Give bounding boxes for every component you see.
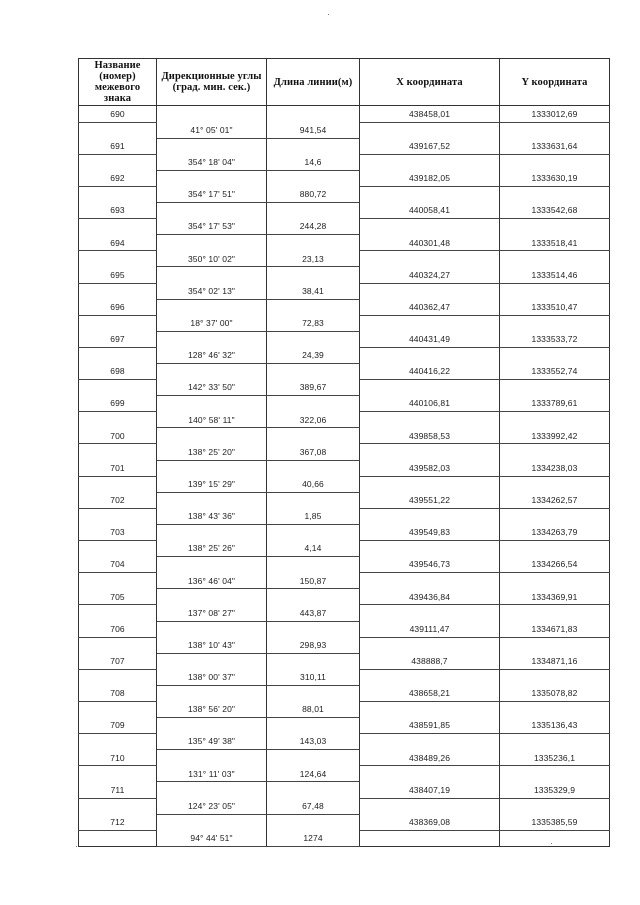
line-length-value: 389,67 — [267, 380, 360, 396]
y-coordinate-value: 1335329,9 — [500, 782, 610, 798]
direction-angle-value: 138° 00' 37" — [157, 669, 267, 685]
x-coordinate-value: 439582,03 — [360, 460, 500, 476]
table-row — [79, 460, 610, 476]
direction-angle-value: 354° 18' 04" — [157, 154, 267, 170]
empty-cell — [500, 798, 610, 814]
direction-angle-value: 124° 23' 05" — [157, 798, 267, 814]
line-length-value: 880,72 — [267, 186, 360, 202]
mark-name: 693 — [79, 203, 157, 219]
table-row — [79, 315, 610, 331]
line-length-value: 941,54 — [267, 122, 360, 138]
x-coordinate-value: 439182,05 — [360, 170, 500, 186]
mark-name: 707 — [79, 653, 157, 669]
x-coordinate-value: 440324,27 — [360, 267, 500, 283]
direction-angle-value: 142° 33' 50" — [157, 380, 267, 396]
empty-cell — [500, 186, 610, 202]
empty-cell — [267, 557, 360, 573]
empty-cell — [79, 637, 157, 653]
x-coordinate-value: 438658,21 — [360, 685, 500, 701]
y-coordinate-value: 1334369,91 — [500, 589, 610, 605]
empty-cell — [360, 541, 500, 557]
table-row — [79, 251, 610, 267]
empty-cell — [267, 331, 360, 347]
empty-cell — [360, 605, 500, 621]
empty-cell — [267, 203, 360, 219]
empty-cell — [267, 267, 360, 283]
y-coordinate-value: 1334671,83 — [500, 621, 610, 637]
table-row — [79, 331, 610, 347]
x-coordinate-value: 440301,48 — [360, 235, 500, 251]
empty-cell — [267, 782, 360, 798]
mark-name: 710 — [79, 750, 157, 766]
empty-cell — [360, 701, 500, 717]
empty-cell — [79, 734, 157, 750]
empty-cell — [157, 814, 267, 830]
table-row — [79, 380, 610, 396]
empty-cell — [157, 524, 267, 540]
line-length-value: 322,06 — [267, 412, 360, 428]
y-coordinate-value: 1334871,16 — [500, 653, 610, 669]
mark-name: 712 — [79, 814, 157, 830]
empty-cell — [79, 798, 157, 814]
table-row — [79, 685, 610, 701]
empty-cell — [500, 573, 610, 589]
empty-cell — [267, 428, 360, 444]
empty-cell — [157, 589, 267, 605]
empty-cell — [500, 637, 610, 653]
line-length-value: 24,39 — [267, 347, 360, 363]
empty-cell — [267, 814, 360, 830]
mark-name: 690 — [79, 106, 157, 123]
empty-cell — [157, 750, 267, 766]
mark-name: 692 — [79, 170, 157, 186]
empty-cell — [500, 701, 610, 717]
table-row — [79, 573, 610, 589]
table-row — [79, 718, 610, 734]
direction-angle-value: 138° 56' 20" — [157, 701, 267, 717]
empty-cell — [500, 766, 610, 782]
x-coordinate-value: 438888,7 — [360, 653, 500, 669]
x-coordinate-value: 439858,53 — [360, 428, 500, 444]
empty-cell — [79, 412, 157, 428]
boundary-coordinates-table — [78, 58, 610, 847]
empty-cell — [267, 492, 360, 508]
y-coordinate-value: 1335385,59 — [500, 814, 610, 830]
line-length-value: 23,13 — [267, 251, 360, 267]
empty-cell — [157, 557, 267, 573]
y-coordinate-value: 1333789,61 — [500, 396, 610, 412]
x-coordinate-value: 438407,19 — [360, 782, 500, 798]
direction-angle-value: 128° 46' 32" — [157, 347, 267, 363]
table-row — [79, 782, 610, 798]
empty-cell — [267, 396, 360, 412]
empty-cell — [360, 669, 500, 685]
empty-cell — [360, 476, 500, 492]
y-coordinate-value: 1333630,19 — [500, 170, 610, 186]
empty-cell — [79, 251, 157, 267]
header-x-coordinate: X координата — [360, 59, 500, 106]
header-y-coordinate: Y координата — [500, 59, 610, 106]
empty-cell — [157, 364, 267, 380]
empty-cell — [267, 750, 360, 766]
direction-angle-value: 138° 25' 26" — [157, 541, 267, 557]
line-length-value: 150,87 — [267, 573, 360, 589]
line-length-value: 310,11 — [267, 669, 360, 685]
empty-cell — [79, 541, 157, 557]
table-row — [79, 766, 610, 782]
table-row — [79, 267, 610, 283]
mark-name: 694 — [79, 235, 157, 251]
x-coordinate-value: 438458,01 — [360, 106, 500, 123]
mark-name: 696 — [79, 299, 157, 315]
empty-cell — [267, 299, 360, 315]
table-row — [79, 541, 610, 557]
table-row — [79, 347, 610, 363]
empty-cell — [360, 508, 500, 524]
table-row — [79, 444, 610, 460]
mark-name: 691 — [79, 138, 157, 154]
line-length-value: 367,08 — [267, 444, 360, 460]
mark-name: 698 — [79, 364, 157, 380]
x-coordinate-value: 440106,81 — [360, 396, 500, 412]
empty-cell — [267, 589, 360, 605]
line-length-value: 124,64 — [267, 766, 360, 782]
empty-cell — [267, 364, 360, 380]
y-coordinate-value: 1334262,57 — [500, 492, 610, 508]
mark-name: 706 — [79, 621, 157, 637]
empty-cell — [360, 573, 500, 589]
empty-cell — [267, 685, 360, 701]
table-row — [79, 653, 610, 669]
table-row — [79, 637, 610, 653]
empty-cell — [360, 380, 500, 396]
mark-name: 709 — [79, 718, 157, 734]
empty-cell — [360, 412, 500, 428]
x-coordinate-value: 438489,26 — [360, 750, 500, 766]
empty-cell — [360, 283, 500, 299]
header-mark-name: Название (номер) межевого знака — [79, 59, 157, 106]
line-length-value: 14,6 — [267, 154, 360, 170]
empty-cell — [79, 444, 157, 460]
x-coordinate-value: 439436,84 — [360, 589, 500, 605]
empty-cell — [79, 154, 157, 170]
empty-cell — [360, 122, 500, 138]
empty-cell — [360, 315, 500, 331]
table-row — [79, 605, 610, 621]
empty-cell — [500, 283, 610, 299]
empty-cell — [360, 186, 500, 202]
empty-cell — [360, 219, 500, 235]
scan-speck — [76, 846, 77, 847]
table-row — [79, 428, 610, 444]
line-length-value: 40,66 — [267, 476, 360, 492]
empty-cell — [157, 138, 267, 154]
table-row — [79, 830, 610, 847]
table-row — [79, 524, 610, 540]
line-length-value: 1,85 — [267, 508, 360, 524]
empty-cell — [157, 685, 267, 701]
y-coordinate-value: 1335136,43 — [500, 718, 610, 734]
empty-cell — [500, 734, 610, 750]
mark-name: 708 — [79, 685, 157, 701]
line-length-value: 443,87 — [267, 605, 360, 621]
mark-name: 699 — [79, 396, 157, 412]
empty-cell — [360, 251, 500, 267]
x-coordinate-value: 439549,83 — [360, 524, 500, 540]
empty-cell — [157, 396, 267, 412]
empty-cell — [79, 701, 157, 717]
line-length-value: 244,28 — [267, 219, 360, 235]
empty-cell — [79, 219, 157, 235]
scan-speck — [551, 843, 552, 844]
y-coordinate-value: 1333514,46 — [500, 267, 610, 283]
empty-cell — [360, 798, 500, 814]
line-length-value: 143,03 — [267, 734, 360, 750]
table-row — [79, 170, 610, 186]
empty-cell — [500, 315, 610, 331]
direction-angle-value: 41° 05' 01" — [157, 122, 267, 138]
table-row — [79, 412, 610, 428]
direction-angle-value: 137° 08' 27" — [157, 605, 267, 621]
mark-name: 704 — [79, 557, 157, 573]
empty-cell — [79, 766, 157, 782]
direction-angle-value: 138° 43' 36" — [157, 508, 267, 524]
line-length-value: 4,14 — [267, 541, 360, 557]
empty-cell — [79, 380, 157, 396]
empty-cell — [500, 541, 610, 557]
empty-cell — [157, 170, 267, 186]
direction-angle-value: 131° 11' 03" — [157, 766, 267, 782]
table-row — [79, 589, 610, 605]
mark-name: 700 — [79, 428, 157, 444]
table-row — [79, 138, 610, 154]
y-coordinate-value: 1334263,79 — [500, 524, 610, 540]
table-row — [79, 557, 610, 573]
x-coordinate-value: 439111,47 — [360, 621, 500, 637]
mark-name: 711 — [79, 782, 157, 798]
table-row — [79, 299, 610, 315]
line-length-value: 72,83 — [267, 315, 360, 331]
empty-cell — [267, 718, 360, 734]
table-row — [79, 364, 610, 380]
y-coordinate-value: 1333533,72 — [500, 331, 610, 347]
empty-cell — [267, 653, 360, 669]
table-row — [79, 508, 610, 524]
line-length-value: 88,01 — [267, 701, 360, 717]
x-coordinate-value: 439167,52 — [360, 138, 500, 154]
empty-cell — [157, 718, 267, 734]
y-coordinate-value: 1333510,47 — [500, 299, 610, 315]
empty-cell — [157, 428, 267, 444]
header-direction-angle: Дирекционные углы (град. мин. сек.) — [157, 59, 267, 106]
y-coordinate-value: 1335078,82 — [500, 685, 610, 701]
header-line-length: Длина линии(м) — [267, 59, 360, 106]
x-coordinate-value: 440431,49 — [360, 331, 500, 347]
direction-angle-value: 140° 58' 11" — [157, 412, 267, 428]
table-row — [79, 734, 610, 750]
y-coordinate-value: 1333631,64 — [500, 138, 610, 154]
x-coordinate-value: 438591,85 — [360, 718, 500, 734]
empty-cell — [79, 283, 157, 299]
table-row — [79, 476, 610, 492]
mark-name: 701 — [79, 460, 157, 476]
empty-cell — [157, 782, 267, 798]
direction-angle-value: 135° 49' 38" — [157, 734, 267, 750]
empty-cell — [267, 235, 360, 251]
direction-angle-value: 136° 46' 04" — [157, 573, 267, 589]
y-coordinate-value: 1333518,41 — [500, 235, 610, 251]
coordinates-sheet — [78, 58, 609, 847]
direction-angle-value: 138° 10' 43" — [157, 637, 267, 653]
y-coordinate-value: 1333992,42 — [500, 428, 610, 444]
empty-cell — [79, 830, 157, 847]
empty-cell — [267, 524, 360, 540]
empty-cell — [267, 138, 360, 154]
empty-cell — [79, 508, 157, 524]
empty-cell — [500, 219, 610, 235]
direction-angle-value: 138° 25' 20" — [157, 444, 267, 460]
table-row — [79, 701, 610, 717]
y-coordinate-value: 1334238,03 — [500, 460, 610, 476]
x-coordinate-value: 440058,41 — [360, 203, 500, 219]
empty-cell — [500, 347, 610, 363]
empty-cell — [157, 653, 267, 669]
empty-cell — [500, 380, 610, 396]
direction-angle-value: 354° 17' 53" — [157, 219, 267, 235]
empty-cell — [79, 573, 157, 589]
empty-cell — [360, 734, 500, 750]
empty-cell — [360, 347, 500, 363]
empty-cell — [500, 122, 610, 138]
direction-angle-value: 354° 17' 51" — [157, 186, 267, 202]
empty-cell — [500, 412, 610, 428]
empty-cell — [360, 444, 500, 460]
table-row — [79, 814, 610, 830]
table-header-row — [79, 59, 610, 106]
x-coordinate-value: 438369,08 — [360, 814, 500, 830]
empty-cell — [500, 154, 610, 170]
table-row — [79, 669, 610, 685]
empty-cell — [157, 460, 267, 476]
direction-angle-value: 18° 37' 00" — [157, 315, 267, 331]
direction-angle-value: 350° 10' 02" — [157, 251, 267, 267]
table-row — [79, 283, 610, 299]
empty-cell — [500, 669, 610, 685]
empty-cell — [157, 203, 267, 219]
table-row — [79, 186, 610, 202]
table-row — [79, 396, 610, 412]
line-length-value: 298,93 — [267, 637, 360, 653]
direction-angle-value: 354° 02' 13" — [157, 283, 267, 299]
line-length-value: 67,48 — [267, 798, 360, 814]
mark-name: 695 — [79, 267, 157, 283]
scan-speck — [328, 14, 329, 15]
y-coordinate-value: 1333542,68 — [500, 203, 610, 219]
empty-cell — [157, 492, 267, 508]
empty-cell — [360, 830, 500, 847]
empty-cell — [360, 637, 500, 653]
x-coordinate-value: 440416,22 — [360, 364, 500, 380]
empty-cell — [267, 621, 360, 637]
empty-cell — [267, 460, 360, 476]
y-coordinate-value: 1335236,1 — [500, 750, 610, 766]
empty-cell — [500, 251, 610, 267]
empty-cell — [360, 766, 500, 782]
mark-name: 705 — [79, 589, 157, 605]
empty-cell — [500, 508, 610, 524]
direction-angle-value: 94° 44' 51" — [157, 830, 267, 847]
x-coordinate-value: 439551,22 — [360, 492, 500, 508]
line-length-value: 38,41 — [267, 283, 360, 299]
empty-cell — [157, 331, 267, 347]
empty-cell — [500, 830, 610, 847]
empty-cell — [79, 476, 157, 492]
empty-cell — [267, 106, 360, 123]
table-row — [79, 492, 610, 508]
table-row — [79, 106, 610, 123]
empty-cell — [267, 170, 360, 186]
y-coordinate-value: 1334266,54 — [500, 557, 610, 573]
empty-cell — [157, 299, 267, 315]
table-row — [79, 750, 610, 766]
table-row — [79, 798, 610, 814]
empty-cell — [79, 347, 157, 363]
empty-cell — [157, 267, 267, 283]
line-length-value: 1274 — [267, 830, 360, 847]
empty-cell — [157, 106, 267, 123]
table-row — [79, 203, 610, 219]
empty-cell — [79, 315, 157, 331]
mark-name: 697 — [79, 331, 157, 347]
empty-cell — [500, 476, 610, 492]
y-coordinate-value: 1333012,69 — [500, 106, 610, 123]
table-row — [79, 235, 610, 251]
table-body — [79, 106, 610, 847]
empty-cell — [157, 235, 267, 251]
table-row — [79, 154, 610, 170]
mark-name: 703 — [79, 524, 157, 540]
empty-cell — [500, 444, 610, 460]
y-coordinate-value: 1333552,74 — [500, 364, 610, 380]
empty-cell — [360, 154, 500, 170]
empty-cell — [79, 186, 157, 202]
empty-cell — [79, 669, 157, 685]
empty-cell — [157, 621, 267, 637]
table-row — [79, 122, 610, 138]
table-row — [79, 219, 610, 235]
x-coordinate-value: 440362,47 — [360, 299, 500, 315]
empty-cell — [79, 605, 157, 621]
direction-angle-value: 139° 15' 29" — [157, 476, 267, 492]
table-row — [79, 621, 610, 637]
mark-name: 702 — [79, 492, 157, 508]
empty-cell — [79, 122, 157, 138]
x-coordinate-value: 439546,73 — [360, 557, 500, 573]
empty-cell — [500, 605, 610, 621]
